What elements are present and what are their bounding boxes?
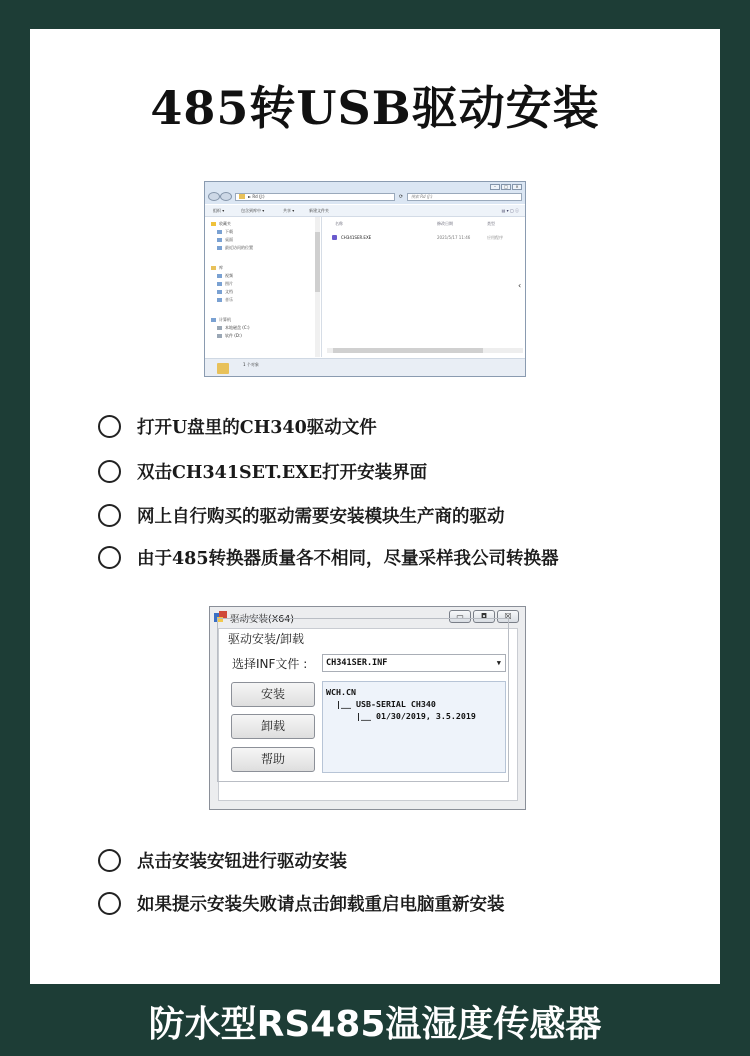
tree-line: |__ 01/30/2019, 3.5.2019 — [326, 711, 476, 721]
explorer-sidebar — [205, 217, 322, 357]
step-text: 双击CH341SET.EXE打开安装界面 — [137, 463, 428, 483]
refresh-icon: ⟳ — [398, 194, 404, 200]
maximize-icon: □ — [501, 184, 511, 190]
sidebar-pictures: 图片 — [217, 281, 233, 287]
sidebar-drive-d: 软件 (D:) — [217, 333, 242, 339]
explorer-toolbar — [205, 205, 525, 217]
sidebar-recent: 最近访问的位置 — [217, 245, 253, 251]
column-name: 名称 — [335, 221, 343, 226]
forward-icon — [220, 192, 232, 201]
circle-bullet-icon — [98, 892, 121, 915]
minimize-icon: – — [490, 184, 500, 190]
column-date: 修改日期 — [437, 221, 453, 226]
star-icon — [211, 222, 216, 226]
picture-icon — [217, 282, 222, 286]
desktop-icon — [217, 238, 222, 242]
tree-line: |__ USB-SERIAL CH340 — [326, 699, 436, 709]
horizontal-scroll-thumb — [333, 348, 483, 353]
file-date: 2021/5/17 11:46 — [437, 235, 471, 240]
step-text: 点击安装安钮进行驱动安装 — [137, 852, 347, 872]
circle-bullet-icon — [98, 849, 121, 872]
library-icon — [211, 266, 216, 270]
explorer-screenshot — [204, 181, 526, 377]
status-text: 1 个对象 — [243, 362, 259, 367]
view-options-icon: ▤ ▾ ▢ ⓘ — [501, 208, 519, 213]
sidebar-libraries: 库 — [211, 265, 223, 271]
explorer-search-box: 搜索 Rd (J:) — [407, 193, 522, 201]
toolbar-include-library: 包含到库中 ▾ — [241, 208, 265, 213]
sidebar-documents: 文档 — [217, 289, 233, 295]
sidebar-scrollbar — [315, 217, 320, 357]
step-item — [98, 503, 505, 528]
sidebar-favorites: 收藏夹 — [211, 221, 231, 227]
circle-bullet-icon — [98, 460, 121, 483]
step-text: 网上自行购买的驱动需要安装模块生产商的驱动 — [137, 507, 505, 527]
folder-icon — [217, 363, 229, 374]
toolbar-share: 共享 ▾ — [283, 208, 295, 213]
close-button[interactable]: ☒ — [497, 610, 519, 623]
sidebar-downloads: 下载 — [217, 229, 233, 235]
help-button[interactable]: 帮助 — [231, 747, 315, 772]
sidebar-videos: 视频 — [217, 273, 233, 279]
sidebar-scroll-thumb — [315, 232, 320, 292]
sidebar-computer: 计算机 — [211, 317, 231, 323]
inf-file-value: CH341SER.INF — [326, 658, 388, 668]
folder-icon — [239, 194, 245, 199]
step-text: 如果提示安装失败请点击卸载重启电脑重新安装 — [137, 895, 505, 915]
toolbar-new-folder: 新建文件夹 — [309, 208, 329, 213]
chevron-left-icon: ‹ — [518, 281, 522, 290]
inf-file-select[interactable] — [322, 654, 506, 672]
page-title: 485转USB驱动安装 — [150, 81, 600, 135]
tree-line: WCH.CN — [326, 687, 356, 697]
circle-bullet-icon — [98, 415, 121, 438]
explorer-address-bar: ► Rd (J:) — [235, 193, 395, 201]
inf-file-label: 选择INF文件 : — [232, 657, 308, 671]
chevron-down-icon: ▼ — [496, 659, 501, 667]
step-item — [98, 891, 505, 916]
circle-bullet-icon — [98, 546, 121, 569]
driver-info-tree — [322, 681, 506, 773]
recent-icon — [217, 246, 222, 250]
horizontal-scrollbar — [327, 348, 523, 353]
step-item — [98, 545, 559, 570]
install-button[interactable]: 安装 — [231, 682, 315, 707]
maximize-button[interactable]: ◘ — [473, 610, 495, 623]
back-icon — [208, 192, 220, 201]
drive-icon — [217, 334, 222, 338]
step-text: 打开U盘里的CH340驱动文件 — [137, 418, 377, 438]
drive-icon — [217, 326, 222, 330]
sidebar-desktop: 桌面 — [217, 237, 233, 243]
document-icon — [217, 290, 222, 294]
download-icon — [217, 230, 222, 234]
file-name: CH341SER.EXE — [341, 235, 372, 240]
music-icon — [217, 298, 222, 302]
explorer-status-bar — [205, 358, 525, 377]
column-type: 类型 — [487, 221, 495, 226]
driver-install-dialog — [209, 606, 526, 810]
group-label: 驱动安装/卸载 — [228, 632, 305, 646]
dialog-title: 驱动安装(X64) — [230, 614, 295, 625]
step-text: 由于485转换器质量各不相同，尽量采样我公司转换器 — [137, 549, 559, 569]
minimize-button[interactable]: ▭ — [449, 610, 471, 623]
file-type: 应用程序 — [487, 235, 503, 240]
close-icon: × — [512, 184, 522, 190]
computer-icon — [211, 318, 216, 322]
explorer-window-buttons — [490, 184, 522, 190]
sidebar-drive-c: 本地磁盘 (C:) — [217, 325, 250, 331]
uninstall-button[interactable]: 卸载 — [231, 714, 315, 739]
step-item — [98, 414, 377, 439]
explorer-titlebar — [205, 182, 525, 204]
footer-title: 防水型RS485温湿度传感器 — [148, 1004, 602, 1045]
step-item — [98, 459, 427, 484]
explorer-file-list — [327, 217, 523, 357]
toolbar-organize: 组织 ▾ — [213, 208, 225, 213]
circle-bullet-icon — [98, 504, 121, 527]
exe-file-icon — [332, 235, 337, 240]
step-item — [98, 848, 347, 873]
sidebar-music: 音乐 — [217, 297, 233, 303]
video-icon — [217, 274, 222, 278]
